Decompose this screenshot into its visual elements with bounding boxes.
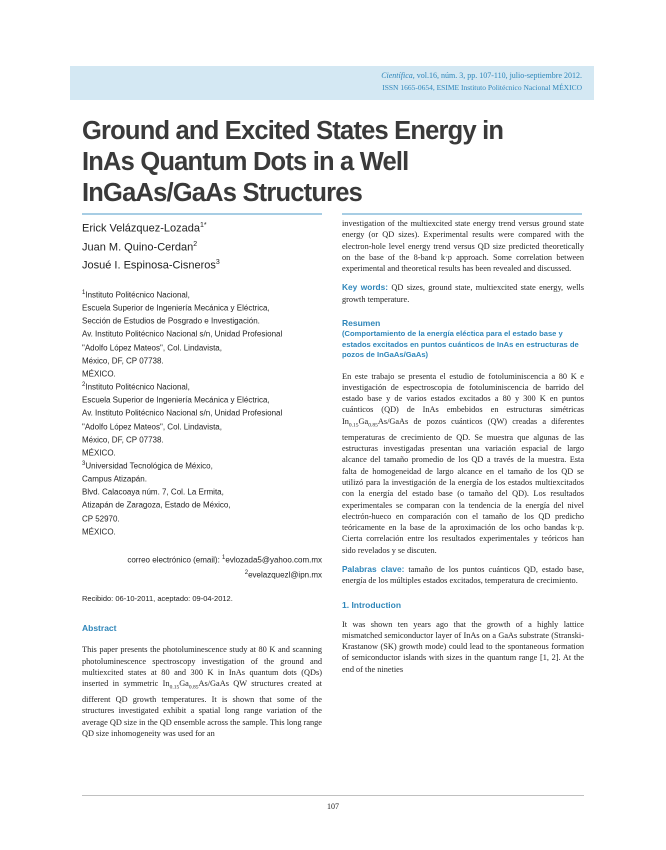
affiliation-line: Av. Instituto Politécnico Nacional s/n, Unidad Profesional [82, 330, 283, 340]
abstract-continued: investigation of the multiexcited state energy trend versus ground state energy (or QD sizes). Experimental results were compared with the electron-hole level energy trend versus QD size predicted theoretically on the base of the 8-band k·p approach. Some correlation between experimental and theoretical results has been revealed and discussed. [342, 219, 584, 274]
affiliation-line: Campus Atizapán. [82, 474, 147, 484]
email-label: correo electrónico (email): [127, 555, 220, 565]
affiliation-line: CP 52970. [82, 514, 120, 524]
journal-name: Científica [381, 71, 413, 80]
affiliation-line: "Adolfo López Mateos", Col. Lindavista, [82, 343, 222, 353]
journal-citation [381, 70, 582, 82]
author: Josué I. Espinosa-Cisneros$^3$ [82, 259, 220, 272]
divider-left [82, 213, 322, 215]
affiliation-line: MÉXICO. [82, 369, 116, 379]
abstract-heading: Abstract [82, 623, 117, 634]
email-line: $^2$evelazquezl@ipn.mx [244, 569, 322, 580]
affiliation-line: Sección de Estudios de Posgrado e Investigación. [82, 316, 260, 326]
affiliation-line: "Adolfo López Mateos", Col. Lindavista, [82, 422, 222, 432]
affiliation-line: Blvd. Calacoaya núm. 7, Col. La Ermita, [82, 487, 224, 497]
affiliation-line: Av. Instituto Politécnico Nacional s/n, Unidad Profesional [82, 409, 283, 419]
page-number: 107 [327, 802, 339, 811]
introduction-paragraph: It was shown ten years ago that the growth of a highly lattice mismatched semiconductor layer of InAs on a GaAs substrate (Stranski-Krastanow (SK) growth mode) could lead to the spontaneous formation of semiconductor islands with sizes in the quantum range [1, 2]. At the end of the nineties [342, 619, 584, 674]
introduction-heading: 1. Introduction [342, 599, 402, 610]
palabras-label: Palabras clave: [342, 563, 405, 574]
email-link[interactable]: evelazquezl@ipn.mx [248, 570, 322, 580]
affiliation-line: México, DF, CP 07738. [82, 356, 164, 366]
author: Erick Velázquez-Lozada$^{1*}$ [82, 222, 207, 235]
title-line: InAs Quantum Dots in a Well [82, 148, 409, 176]
title-line: Ground and Excited States Energy in [82, 117, 504, 145]
abstract-paragraph: This paper presents the photoluminescence study at 80 K and scanning photoluminescence spectroscopy investigation of the ground and multiexcited states at 80 and 300 K in InAs quantum dots (QDs) inserted in symmetric $In_{0.15}Ga_{0.85}As$/GaAs QW structures created at different QD growth temperatures. It is shown that some of the structures investigated exhibit a spatial long range variation of the average QD size in the QD ensemble across the sample. This long range QD size inhomogeneity was used for an [82, 645, 322, 738]
affiliation-line: $^3$Universidad Tecnológica de México, [82, 461, 213, 471]
affiliation-line: Escuela Superior de Ingeniería Mecánica y Eléctrica, [82, 395, 270, 405]
right-column [342, 218, 584, 675]
keywords [342, 282, 584, 305]
affiliation-line: Escuela Superior de Ingeniería Mecánica y Eléctrica, [82, 303, 270, 313]
email-link[interactable]: evlozada5@yahoo.com.mx [225, 555, 322, 565]
affiliation-line: MÉXICO. [82, 448, 116, 458]
affiliation-line: Atizapán de Zaragoza, Estado de México, [82, 501, 231, 511]
divider-right [342, 213, 582, 215]
resumen-heading: Resumen [342, 318, 381, 329]
palabras-clave [342, 564, 584, 587]
journal-issn: ISSN 1665-0654, ESIME Instituto Politécnico Nacional MÉXICO [382, 83, 582, 92]
citation-details: , vol.16, núm. 3, pp. 107-110, julio-septiembre 2012. [412, 71, 582, 80]
affiliation-list [82, 288, 322, 538]
email-line: correo electrónico (email): $^1$evlozada5@yahoo.com.mx [127, 554, 322, 565]
received-dates: Recibido: 06-10-2011, aceptado: 09-04-2012. [82, 594, 233, 604]
left-column [82, 218, 322, 739]
paper-title [82, 116, 562, 209]
email-block [82, 552, 322, 581]
affiliation-line: MÉXICO. [82, 527, 116, 537]
palabras-text: tamaño de los puntos cuánticos QD, estado base, energía de los múltiples estados excitados, temperatura de crecimiento. [342, 564, 585, 586]
author: Juan M. Quino-Cerdan$^2$ [82, 240, 198, 254]
title-line: InGaAs/GaAs Structures [82, 179, 362, 207]
affiliation-line: $^1$Instituto Politécnico Nacional, [82, 289, 190, 300]
affiliation-line: $^2$Instituto Politécnico Nacional, [82, 382, 190, 392]
affiliation-line: México, DF, CP 07738. [82, 435, 164, 445]
keywords-label: Key words: [342, 282, 389, 293]
keywords-text: QD sizes, ground state, multiexcited state energy, wells growth temperature. [342, 283, 584, 304]
resumen-subtitle: (Comportamiento de la energía eléctica para el estado base y estados excitados en puntos cuánticos de InAs en estructuras de pozos de InGaAs/GaAs) [342, 329, 579, 360]
resumen-paragraph: En este trabajo se presenta el estudio de fotoluminiscencia a 80 K e investigación de espectroscopia de fotoluminiscencia de barrido del estado base y de varios estados excitados a 80 y 300 K en puntos cuánticos (QD) de InAs embebidos en estructuras simétricas $In_{0.15}Ga_{0.85}As$/GaAs de pozos cuánticos (QW) creadas a diferentes temperaturas de crecimiento de QD. Se muestra que algunas de las estructuras investigadas presentan una variación espacial de largo alcance del tamaño promedio de los QD a través de la muestra. Esta falta de homogeneidad de largo alcance en el tamaño de los QD se utilizó para la investigación de la energía de los estados multiexcitados con la energía del estado base (o tamaño del QD). Los resultados experimentales se comparan con la tendencia de la energía del nivel electrón-hueco en comparación con el tamaño de los QD predicho teóricamente en la base de la aproximación de los ocho bandas k·p. Cierta correlación entre los resultados experimentales y teóricos han sido revelados y se discuten. [342, 371, 584, 555]
footer-rule [82, 795, 584, 796]
author-list [82, 218, 322, 274]
